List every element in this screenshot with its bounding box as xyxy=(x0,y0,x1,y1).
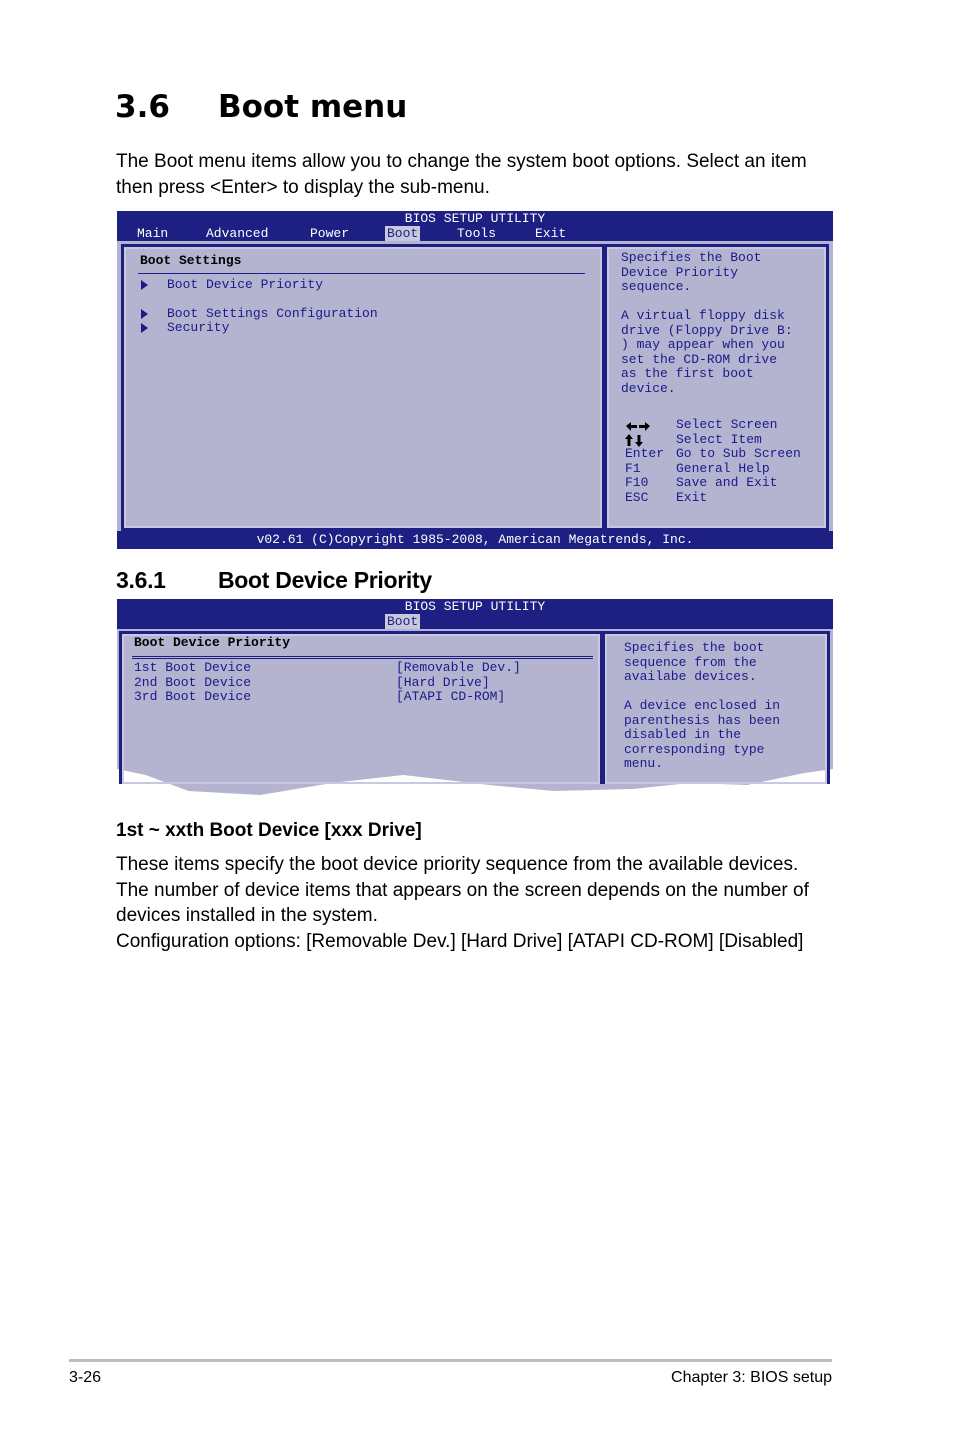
bios-row-value[interactable]: [Removable Dev.] xyxy=(396,660,521,675)
submenu-arrow-icon xyxy=(141,323,148,333)
submenu-arrow-icon xyxy=(141,280,148,290)
bios-key-name: F10 xyxy=(625,475,649,490)
item-config-options: Configuration options: [Removable Dev.] [Hard Drive] [ATAPI CD-ROM] [Disabled] xyxy=(116,930,804,952)
bios-help-line: disabled in the xyxy=(624,727,742,742)
bios-menu-tools[interactable]: Tools xyxy=(457,226,497,241)
bios-menu-power[interactable]: Power xyxy=(310,226,350,241)
footer-rule xyxy=(69,1359,832,1362)
bios-help-line: parenthesis has been xyxy=(624,712,781,728)
bios-menu-bar xyxy=(117,614,833,629)
bios-key-action: Exit xyxy=(676,489,708,505)
bios-key-name: F1 xyxy=(625,460,641,476)
item-title: 1st ~ xxth Boot Device [xxx Drive] xyxy=(116,820,422,841)
item-description-line: devices installed in the system. xyxy=(116,905,378,926)
bios-key-action: Go to Sub Screen xyxy=(676,446,801,461)
bios-help-line: sequence from the xyxy=(624,654,757,670)
bios-help-line: set the CD-ROM drive xyxy=(621,351,778,367)
intro-paragraph: The Boot menu items allow you to change the system boot options. Select an item then press <Enter> to display the sub-menu. xyxy=(116,151,807,198)
bios-help-line: availabe devices. xyxy=(624,669,757,684)
bios-header-rule xyxy=(138,273,585,274)
bios-help-line: ) may appear when you xyxy=(621,337,785,352)
bios-help-line: A virtual floppy disk xyxy=(621,308,785,323)
bios-help-line: corresponding type xyxy=(624,741,765,757)
bios-screen-boot-menu xyxy=(117,211,833,549)
bios-top-bar xyxy=(117,599,833,629)
bios-row-label: 3rd Boot Device xyxy=(134,689,252,704)
bios-menu-main[interactable]: Main xyxy=(137,226,169,241)
bios-item-boot-settings-configuration[interactable]: Boot Settings Configuration xyxy=(167,306,378,321)
bios-header-rule xyxy=(132,656,593,657)
bios-key-name: Enter xyxy=(625,446,665,461)
bios-key-action: Save and Exit xyxy=(676,475,778,490)
left-right-arrows-icon xyxy=(625,421,651,433)
bios-title: BIOS SETUP UTILITY xyxy=(404,599,546,614)
item-description-line: The number of device items that appears on the screen depends on the number of xyxy=(116,879,809,901)
submenu-arrow-icon xyxy=(141,309,148,319)
bios-help-line: menu. xyxy=(624,756,664,771)
bios-item-boot-device-priority[interactable]: Boot Device Priority xyxy=(167,277,324,292)
section-title xyxy=(115,84,407,130)
bios-help-line: sequence. xyxy=(621,279,692,294)
bios-help-line: as the first boot xyxy=(621,366,754,381)
bios-item-security[interactable]: Security xyxy=(167,320,230,335)
bios-key-name: ESC xyxy=(625,489,649,505)
subsection-number: 3.6.1 xyxy=(116,567,166,593)
bios-help-line: Specifies the boot xyxy=(624,640,765,655)
bios-help-line: device. xyxy=(621,380,676,396)
bios-menu-boot[interactable]: Boot xyxy=(387,226,419,241)
bios-key-action: General Help xyxy=(676,460,770,476)
item-description xyxy=(116,852,876,954)
bios-menu-exit[interactable]: Exit xyxy=(535,226,567,241)
item-description-line: These items specify the boot device priority sequence from the available devices. xyxy=(116,854,799,875)
bios-screen-boot-device-priority xyxy=(117,599,833,799)
subsection-title-text: Boot Device Priority xyxy=(218,567,432,593)
bios-key-action: Select Item xyxy=(676,431,762,447)
bios-title: BIOS SETUP UTILITY xyxy=(404,211,546,226)
bios-menu-advanced[interactable]: Advanced xyxy=(206,226,269,241)
bios-section-header: Boot Settings xyxy=(140,253,242,268)
bios-section-header: Boot Device Priority xyxy=(134,635,291,650)
bios-row-label: 1st Boot Device xyxy=(134,660,252,675)
section-title-text: Boot menu xyxy=(218,89,408,125)
bios-header-rule xyxy=(132,658,593,659)
bios-row-value[interactable]: [ATAPI CD-ROM] xyxy=(396,689,506,704)
bios-top-bar xyxy=(117,211,833,241)
bios-key-action: Select Screen xyxy=(676,417,778,432)
section-number: 3.6 xyxy=(115,89,170,125)
bios-main-panel xyxy=(119,631,603,784)
bios-help-line: Device Priority xyxy=(621,264,739,280)
bios-menu-bar xyxy=(117,226,833,241)
bios-help-line: drive (Floppy Drive B: xyxy=(621,322,793,338)
bios-row-label: 2nd Boot Device xyxy=(134,674,252,690)
bios-copyright-bar: v02.61 (C)Copyright 1985-2008, American Megatrends, Inc. xyxy=(117,531,833,549)
bios-menu-boot[interactable]: Boot xyxy=(387,614,419,629)
bios-row-value[interactable]: [Hard Drive] xyxy=(396,674,490,690)
bios-help-line: Specifies the Boot xyxy=(621,250,762,265)
bios-help-line: A device enclosed in xyxy=(624,698,781,713)
page-number: 3-26 xyxy=(69,1369,102,1386)
subsection-title xyxy=(116,564,432,596)
chapter-label: Chapter 3: BIOS setup xyxy=(671,1369,832,1386)
